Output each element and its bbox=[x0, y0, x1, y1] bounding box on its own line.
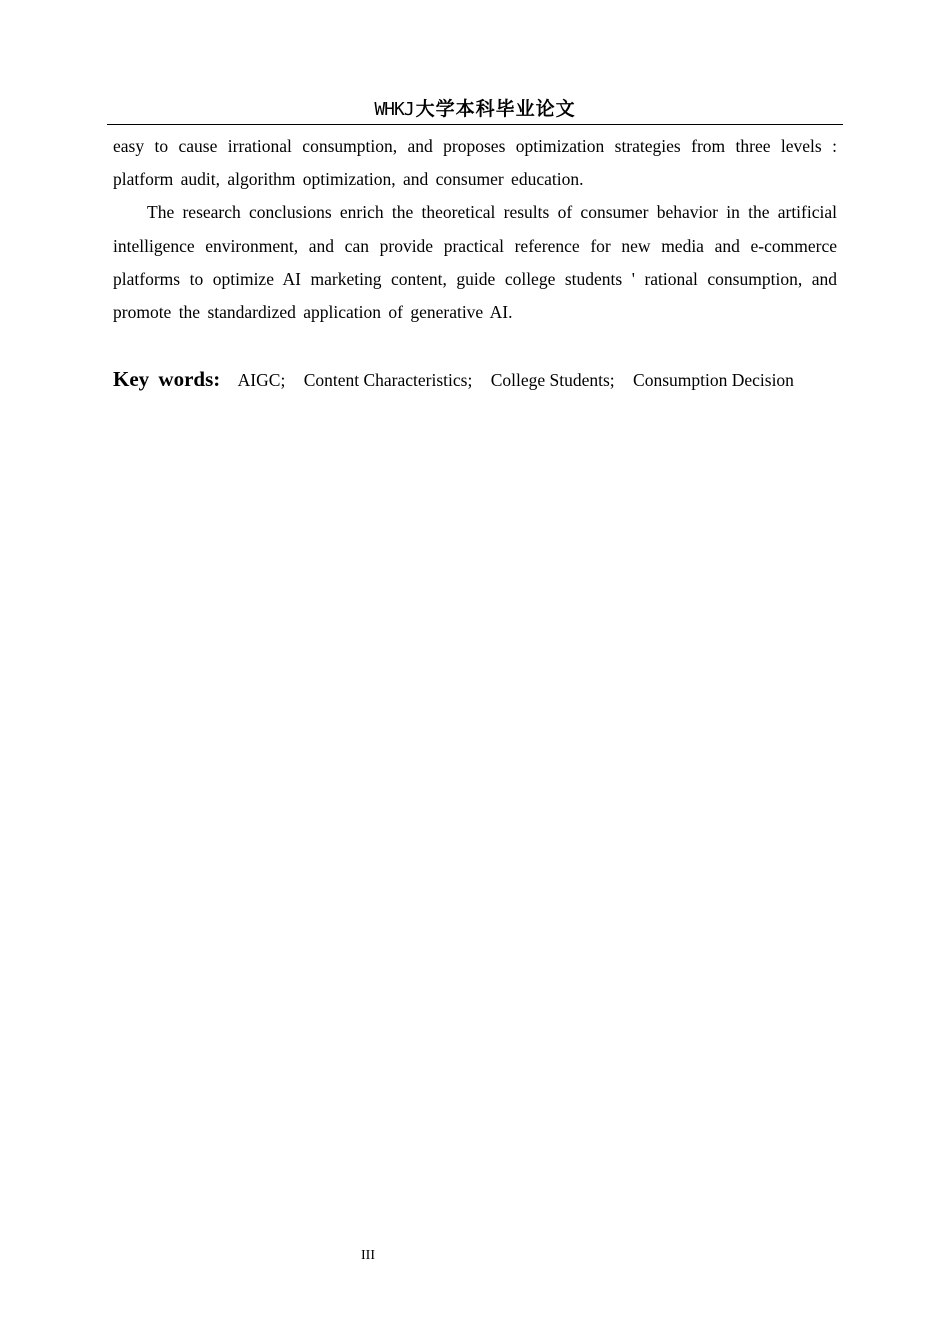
abstract-paragraph: The research conclusions enrich the theoretical results of consumer behavior in the artificial intelligence environment, and can provide practical reference for new media and e-commerce platforms to optimize AI marketing content, guide college students ' rational consumption, and promote the standardized application of generative AI. bbox=[113, 202, 837, 323]
page-header bbox=[107, 96, 843, 125]
header-university-code: WHKJ bbox=[374, 99, 414, 120]
abstract-body bbox=[113, 130, 837, 329]
keyword-item: College Students; bbox=[490, 370, 615, 390]
header-title: 大学本科毕业论文 bbox=[415, 98, 576, 120]
keyword-item: Consumption Decision bbox=[633, 370, 794, 390]
page-number: III bbox=[361, 1248, 375, 1263]
keywords-label: Key words: bbox=[113, 367, 221, 391]
keyword-item: Content Characteristics; bbox=[303, 370, 473, 390]
abstract-paragraph: easy to cause irrational consumption, and proposes optimization strategies from three levels : platform audit, algorithm optimization, and consumer education. bbox=[113, 136, 837, 190]
keyword-item: AIGC; bbox=[237, 370, 286, 390]
keywords-section bbox=[113, 361, 837, 398]
